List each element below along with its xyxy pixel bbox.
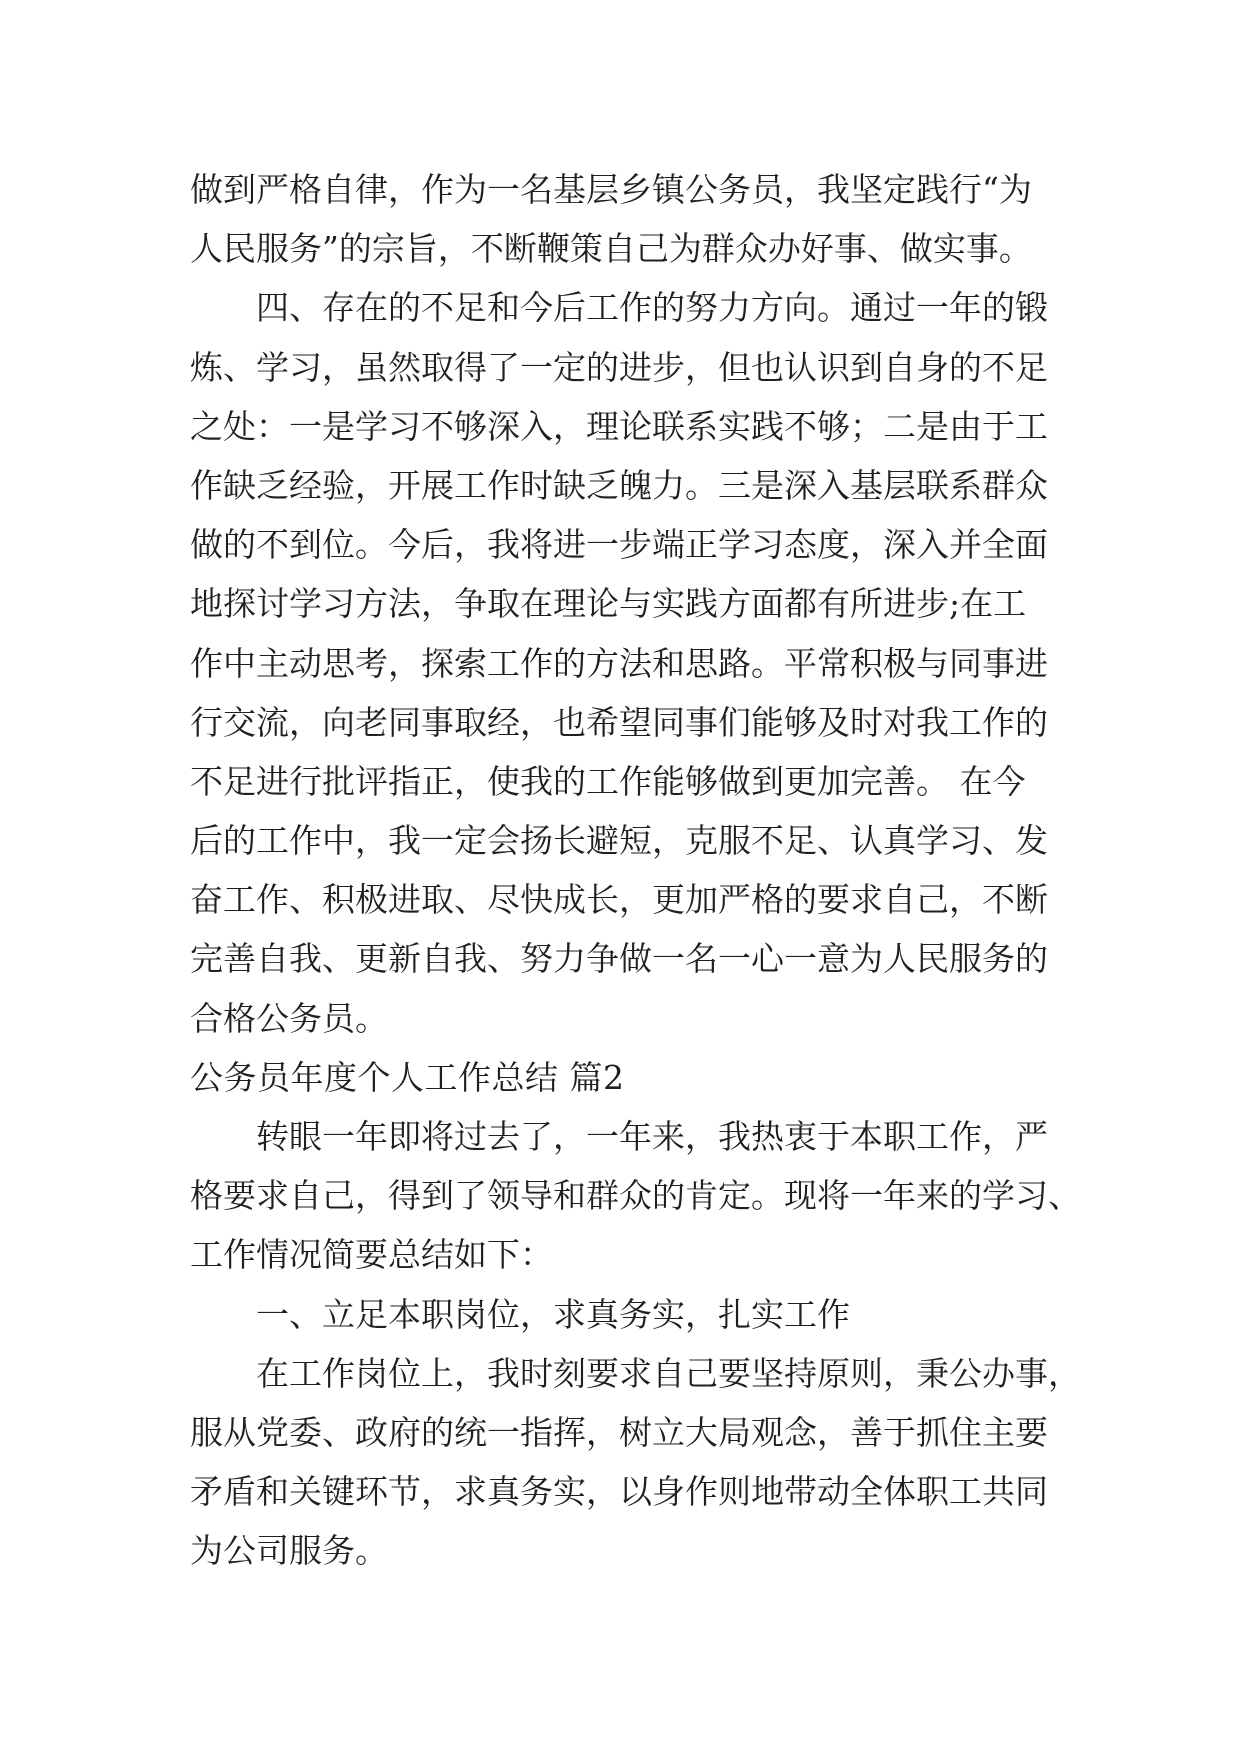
section-heading: 公务员年度个人工作总结 篇2 (190, 1057, 625, 1097)
text-line: 作缺乏经验，开展工作时缺乏魄力。三是深入基层联系群众 (190, 465, 1048, 505)
text-line: 地探讨学习方法，争取在理论与实践方面都有所进步;在工 (190, 584, 1027, 624)
text-line: 人民服务”的宗旨，不断鞭策自己为群众办好事、做实事。 (190, 229, 1032, 269)
text-line: 合格公务员。 (190, 998, 388, 1038)
text-line: 工作情况简要总结如下： (190, 1235, 553, 1275)
text-line: 完善自我、更新自我、努力争做一名一心一意为人民服务的 (190, 939, 1048, 979)
text-line: 矛盾和关键环节，求真务实，以身作则地带动全体职工共同 (190, 1472, 1048, 1512)
text-line: 作中主动思考，探索工作的方法和思路。平常积极与同事进 (190, 643, 1048, 683)
text-line: 做到严格自律，作为一名基层乡镇公务员，我坚定践行“为 (190, 170, 1032, 209)
text-line: 四、存在的不足和今后工作的努力方向。通过一年的锻 (256, 288, 1048, 328)
text-line: 做的不到位。今后，我将进一步端正学习态度，深入并全面 (190, 525, 1048, 565)
text-line: 奋工作、积极进取、尽快成长，更加严格的要求自己，不断 (190, 880, 1048, 920)
text-line: 为公司服务。 (190, 1531, 388, 1571)
text-line: 之处：一是学习不够深入，理论联系实践不够；二是由于工 (190, 406, 1048, 446)
text-line: 转眼一年即将过去了，一年来，我热衷于本职工作，严 (256, 1117, 1048, 1156)
text-line: 行交流，向老同事取经，也希望同事们能够及时对我工作的 (190, 702, 1048, 742)
text-line: 服从党委、政府的统一指挥，树立大局观念，善于抓住主要 (190, 1412, 1048, 1452)
text-line: 在工作岗位上，我时刻要求自己要坚持原则，秉公办事， (256, 1353, 1081, 1393)
text-line: 不足进行批评指正，使我的工作能够做到更加完善。 在今 (190, 761, 1026, 801)
subsection-heading: 一、立足本职岗位，求真务实，扎实工作 (256, 1294, 850, 1334)
document-body (190, 160, 1081, 1581)
text-line: 炼、学习，虽然取得了一定的进步，但也认识到自身的不足 (190, 347, 1048, 387)
text-line: 后的工作中，我一定会扬长避短，克服不足、认真学习、发 (190, 821, 1048, 861)
text-line: 格要求自己，得到了领导和群众的肯定。现将一年来的学习、 (190, 1176, 1081, 1216)
